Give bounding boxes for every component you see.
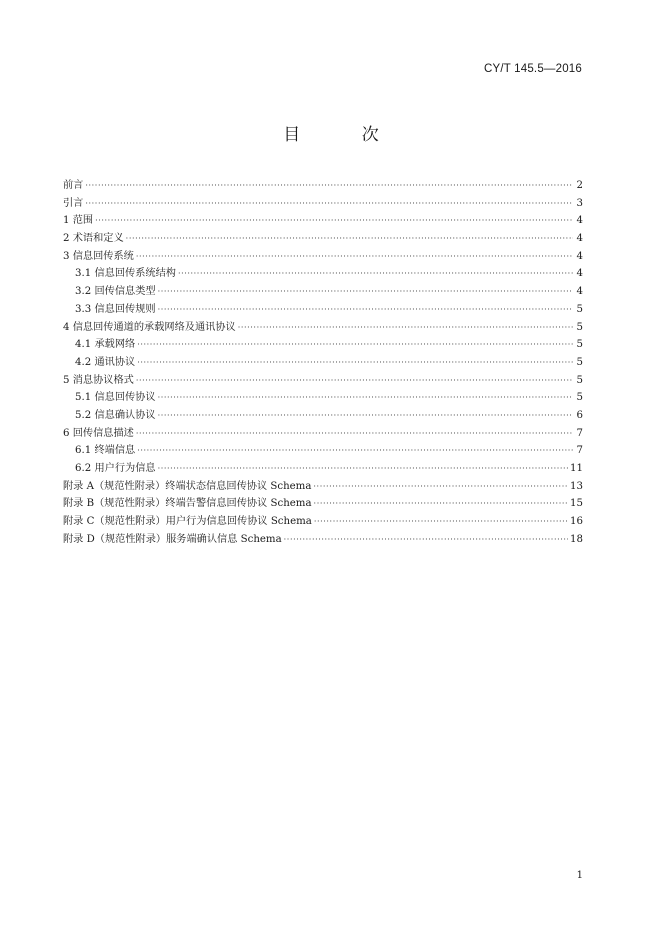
toc-entry-label: 4.2 通讯协议: [75, 356, 136, 368]
toc-entry-page: 13: [570, 480, 583, 492]
toc-entry-page: 4: [576, 268, 583, 280]
toc-entry-page: 5: [576, 303, 583, 315]
toc-entry-label: 附录 C（规范性附录）用户行为信息回传协议 Schema: [63, 516, 312, 528]
toc-entry-label: 2 术语和定义: [63, 233, 124, 245]
toc-entry[interactable]: [63, 389, 583, 407]
toc-entry-page: 11: [570, 463, 583, 474]
toc-dot-leader: [136, 372, 573, 390]
toc-entry[interactable]: [63, 212, 583, 230]
toc-dot-leader: [313, 478, 568, 496]
toc-entry-page: 16: [570, 516, 583, 528]
toc-entry-label: 4 信息回传通道的承载网络及通讯协议: [63, 321, 236, 333]
toc-entry[interactable]: [63, 265, 583, 283]
toc-entry[interactable]: [63, 425, 583, 443]
toc-entry[interactable]: [63, 195, 583, 213]
toc-entry[interactable]: [63, 283, 583, 301]
toc-entry-page: 18: [570, 533, 583, 545]
toc-entry-page: 5: [576, 339, 583, 351]
toc-dot-leader: [158, 301, 573, 319]
toc-dot-leader: [126, 230, 573, 248]
toc-entry[interactable]: [63, 336, 583, 354]
toc-entry-label: 3.1 信息回传系统结构: [75, 268, 176, 280]
toc-entry-label: 5 消息协议格式: [63, 374, 134, 386]
toc-dot-leader: [158, 283, 573, 301]
toc-entry[interactable]: [63, 495, 583, 513]
toc-entry-page: 15: [570, 498, 583, 510]
toc-entry-label: 3.3 信息回传规则: [75, 303, 156, 315]
toc-dot-leader: [314, 513, 568, 531]
toc-entry-page: 4: [576, 286, 583, 298]
toc-entry[interactable]: [63, 301, 583, 319]
toc-dot-leader: [158, 460, 568, 478]
toc-dot-leader: [178, 265, 573, 283]
standard-code-header: CY/T 145.5—2016: [483, 63, 582, 75]
toc-entry-page: 2: [576, 180, 583, 191]
toc-entry[interactable]: [63, 478, 583, 496]
toc-entry-label: 6 回传信息描述: [63, 427, 134, 439]
toc-entry[interactable]: [63, 372, 583, 390]
toc-entry-page: 7: [576, 445, 583, 457]
toc-entry-label: 附录 D（规范性附录）服务端确认信息 Schema: [63, 533, 282, 545]
toc-entry-label: 5.1 信息回传协议: [75, 392, 156, 404]
toc-entry-page: 5: [576, 356, 583, 368]
toc-entry-page: 3: [576, 197, 583, 209]
toc-entry-page: 5: [576, 374, 583, 386]
toc-entry-label: 3.2 回传信息类型: [75, 286, 156, 298]
toc-dot-leader: [137, 354, 573, 372]
table-of-contents: [63, 177, 583, 548]
toc-entry-label: 附录 A（规范性附录）终端状态信息回传协议 Schema: [63, 480, 312, 492]
toc-dot-leader: [284, 531, 568, 549]
toc-dot-leader: [136, 248, 573, 266]
toc-entry-label: 3 信息回传系统: [63, 250, 134, 262]
toc-entry-label: 6.2 用户行为信息: [75, 463, 156, 474]
toc-entry-page: 7: [576, 427, 583, 439]
toc-entry[interactable]: [63, 460, 583, 478]
toc-entry-label: 6.1 终端信息: [75, 445, 136, 457]
toc-dot-leader: [158, 389, 573, 407]
toc-entry[interactable]: [63, 407, 583, 425]
toc-entry-label: 附录 B（规范性附录）终端告警信息回传协议 Schema: [63, 498, 312, 510]
toc-entry-page: 4: [576, 250, 583, 262]
toc-entry[interactable]: [63, 319, 583, 337]
toc-dot-leader: [158, 407, 573, 425]
toc-entry[interactable]: [63, 177, 583, 195]
toc-dot-leader: [137, 442, 573, 460]
toc-dot-leader: [238, 319, 573, 337]
toc-entry[interactable]: [63, 513, 583, 531]
toc-entry-page: 5: [576, 321, 583, 333]
page-number: 1: [576, 870, 583, 881]
toc-entry-page: 5: [576, 392, 583, 404]
toc-entry-label: 前言: [63, 180, 84, 191]
toc-dot-leader: [85, 195, 573, 213]
toc-entry-label: 5.2 信息确认协议: [75, 409, 156, 421]
toc-entry-page: 6: [576, 409, 583, 421]
toc-dot-leader: [137, 336, 573, 354]
toc-entry[interactable]: [63, 442, 583, 460]
toc-dot-leader: [85, 177, 573, 195]
toc-entry[interactable]: [63, 354, 583, 372]
toc-entry-page: 4: [576, 233, 583, 245]
toc-entry-label: 1 范围: [63, 215, 94, 227]
toc-entry-label: 4.1 承载网络: [75, 339, 136, 351]
toc-entry-page: 4: [576, 215, 583, 227]
toc-dot-leader: [136, 425, 573, 443]
toc-title: 目 次: [283, 125, 407, 145]
toc-entry[interactable]: [63, 230, 583, 248]
toc-entry[interactable]: [63, 248, 583, 266]
toc-entry-label: 引言: [63, 197, 84, 209]
toc-dot-leader: [95, 212, 573, 230]
toc-entry[interactable]: [63, 531, 583, 549]
toc-dot-leader: [314, 495, 568, 513]
